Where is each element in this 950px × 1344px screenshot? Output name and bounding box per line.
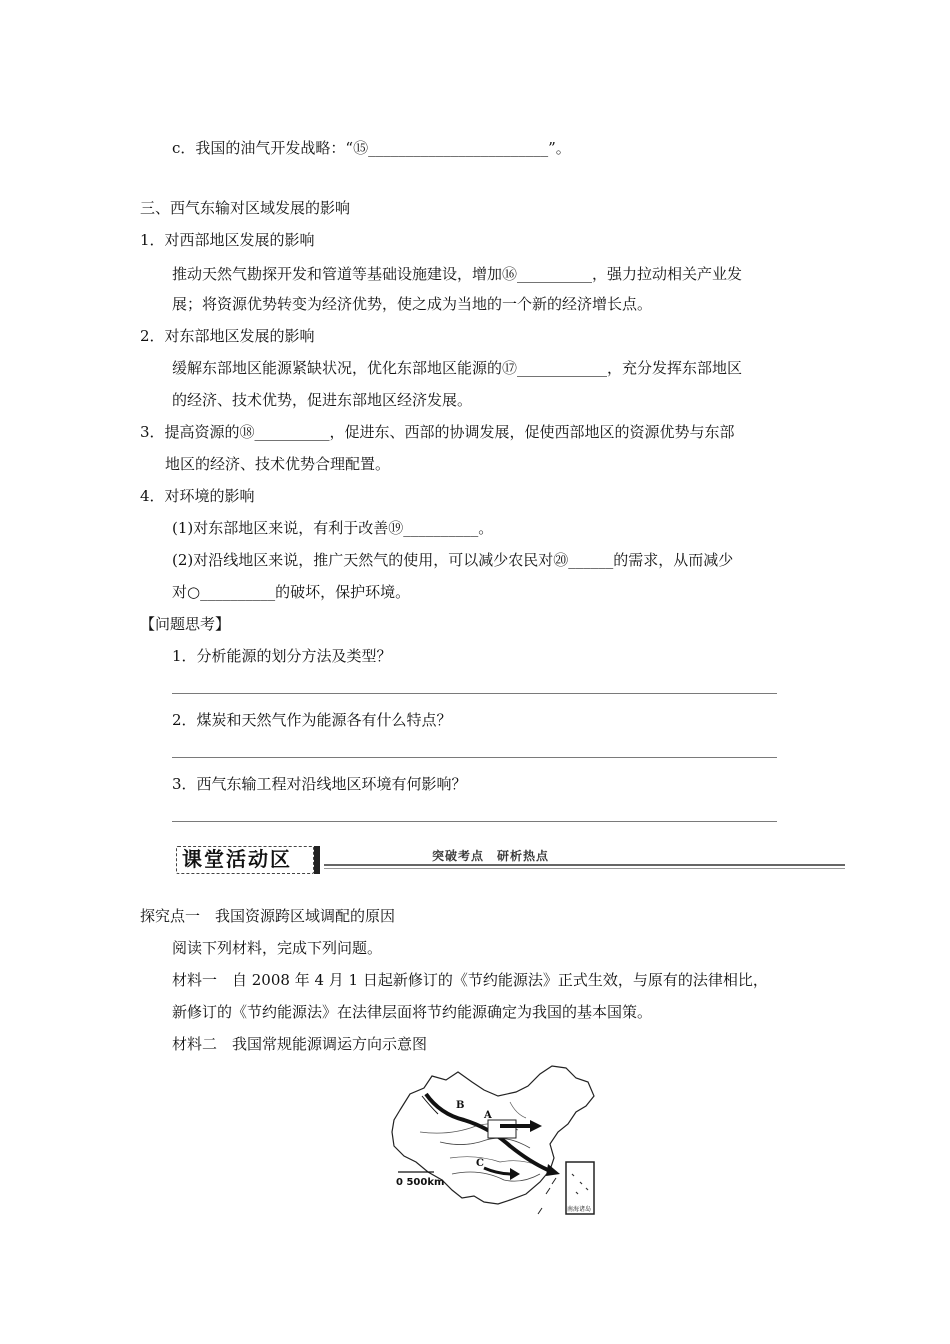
region-a-box: [488, 1120, 516, 1138]
question-1: 1．分析能源的划分方法及类型？: [172, 647, 392, 665]
question-2: 2．煤炭和天然气作为能源各有什么特点？: [172, 711, 452, 729]
material-1b: 新修订的《节约能源法》在法律层面将节约能源确定为我国的基本国策。: [172, 1003, 653, 1021]
material-1a: 材料一 自 2008 年 4 月 1 日起新修订的《节约能源法》正式生效，与原有的法律相比，: [172, 971, 768, 989]
item-heading-3b: 地区的经济、技术优势合理配置。: [165, 455, 391, 473]
material-2-caption: 材料二 我国常规能源调运方向示意图: [172, 1035, 428, 1053]
answer-line-3[interactable]: [172, 821, 777, 822]
map-label-a: A: [484, 1110, 492, 1121]
section-banner: [170, 842, 845, 876]
question-3: 3．西气东输工程对沿线地区环境有何影响？: [172, 775, 467, 793]
inset-label: 南海诸岛: [567, 1206, 592, 1213]
item-text-4a: (1)对东部地区来说，有利于改善⑲__________。: [172, 519, 494, 537]
route-c-arrowhead: [510, 1168, 520, 1180]
item-heading-1: 1．对西部地区发展的影响: [140, 231, 315, 249]
map-label-b: B: [456, 1100, 465, 1111]
banner-title: 课堂活动区: [182, 847, 292, 871]
route-c-arrow: [484, 1168, 512, 1174]
questions-heading: 【问题思考】: [140, 615, 231, 633]
route-a-arrowhead: [530, 1120, 542, 1132]
energy-transport-map: [380, 1062, 610, 1220]
map-label-c: C: [476, 1158, 484, 1169]
river-lines: [440, 1138, 540, 1181]
item-text-2b: 的经济、技术优势，促进东部地区经济发展。: [172, 391, 473, 409]
item-text-4b: (2)对沿线地区来说，推广天然气的使用，可以减少农民对⑳______的需求，从而减少: [172, 551, 734, 569]
section-heading: 三、西气东输对区域发展的影响: [140, 199, 351, 217]
item-text-1b: 展；将资源优势转变为经济优势，使之成为当地的一个新的经济增长点。: [172, 295, 653, 313]
banner-divider: [314, 846, 320, 874]
instruction: 阅读下列材料，完成下列问题。: [172, 939, 383, 957]
answer-line-2[interactable]: [172, 757, 777, 758]
banner-subtitle: 突破考点 研析热点: [432, 849, 550, 863]
item-text-1a: 推动天然气勘探开发和管道等基础设施建设，增加⑯__________，强力拉动相关产业发: [172, 265, 743, 283]
island-marks: [538, 1178, 556, 1214]
strategy-line: c．我国的油气开发战略：“⑮________________________”。: [172, 139, 571, 157]
banner-rule: [324, 864, 845, 866]
item-heading-3a: 3．提高资源的⑱__________，促进东、西部的协调发展，促使西部地区的资源优势与东部: [140, 423, 735, 441]
item-text-2a: 缓解东部地区能源紧缺状况，优化东部地区能源的⑰____________，充分发挥东部地区: [172, 359, 743, 377]
route-b-arrowhead: [546, 1164, 560, 1176]
banner-rule-thin: [324, 868, 845, 869]
item-heading-4: 4．对环境的影响: [140, 487, 255, 505]
item-heading-2: 2．对东部地区发展的影响: [140, 327, 315, 345]
item-text-4c: 对○__________的破坏，保护环境。: [172, 583, 411, 601]
answer-line-1[interactable]: [172, 693, 777, 694]
scale-label: 0 500km: [396, 1177, 445, 1188]
explore-heading: 探究点一 我国资源跨区域调配的原因: [140, 907, 396, 925]
